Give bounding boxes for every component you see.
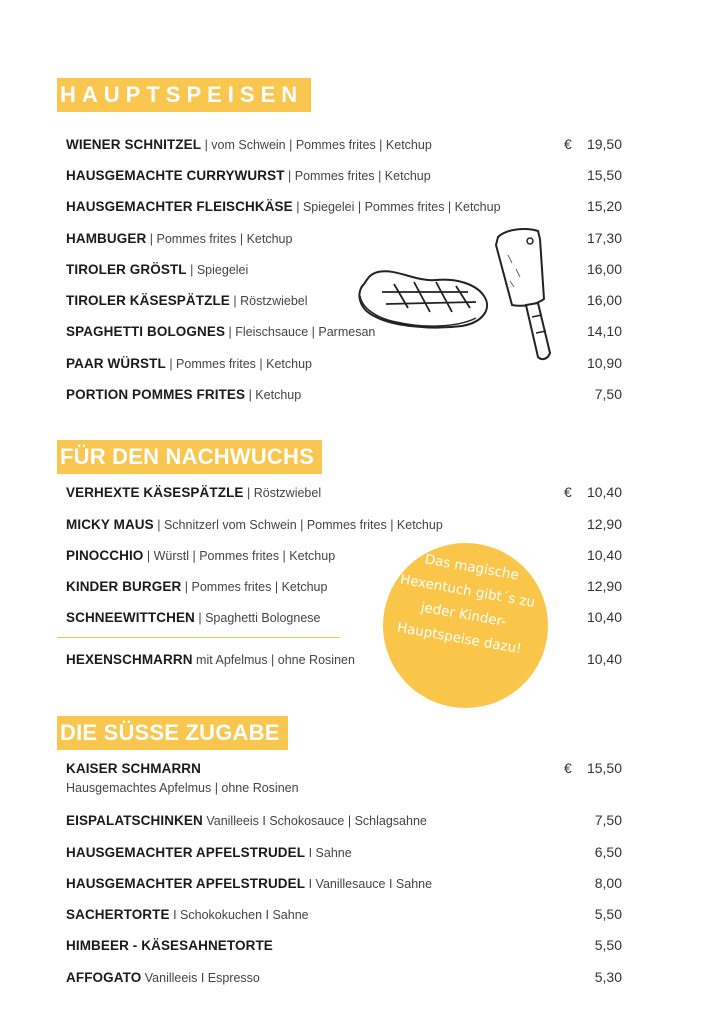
item-subline: Hausgemachtes Apfelmus | ohne Rosinen [66, 781, 299, 795]
divider [57, 637, 340, 638]
item-name: WIENER SCHNITZEL [66, 137, 202, 152]
item-desc: | Pommes frites | Ketchup [284, 169, 431, 183]
item-price: 17,30 [586, 230, 622, 246]
menu-item [66, 386, 622, 406]
menu-item [66, 969, 622, 989]
menu-item [66, 844, 622, 864]
item-name: HAUSGEMACHTE CURRYWURST [66, 168, 285, 183]
item-name: HAUSGEMACHTER APFELSTRUDEL [66, 845, 306, 860]
menu-item [66, 906, 622, 926]
menu-item [66, 760, 622, 780]
item-price: 12,90 [586, 516, 622, 532]
item-name: KINDER BURGER [66, 579, 182, 594]
item-price: 16,00 [586, 292, 622, 308]
item-desc: I Schokokuchen I Sahne [169, 908, 309, 922]
item-price: 15,20 [586, 198, 622, 214]
item-name: EISPALATSCHINKEN [66, 813, 203, 828]
item-price: 10,90 [586, 355, 622, 371]
item-desc: I Sahne [305, 846, 352, 860]
item-price: 6,50 [594, 844, 622, 860]
item-name: SACHERTORTE [66, 907, 170, 922]
item-desc: | Pommes frites | Ketchup [181, 580, 328, 594]
item-desc: | Pommes frites | Ketchup [165, 357, 312, 371]
item-desc: | Ketchup [245, 388, 302, 402]
item-price: 7,50 [594, 386, 622, 402]
menu-item [66, 484, 622, 504]
steak-icon [352, 262, 492, 334]
item-name: MICKY MAUS [66, 517, 154, 532]
item-desc: | Spiegelei [186, 263, 249, 277]
item-desc: Vanilleeis I Espresso [141, 971, 260, 985]
menu-item [66, 875, 622, 895]
menu-item [66, 516, 622, 536]
item-desc: | Spaghetti Bolognese [194, 611, 321, 625]
currency-symbol: € [564, 136, 572, 152]
item-price: 15,50 [586, 167, 622, 183]
item-price: 10,40 [586, 651, 622, 667]
item-price: 12,90 [586, 578, 622, 594]
menu-item [66, 812, 622, 832]
item-name: HAMBUGER [66, 231, 147, 246]
item-price: 10,40 [586, 547, 622, 563]
item-name: HAUSGEMACHTER FLEISCHKÄSE [66, 199, 293, 214]
currency-symbol: € [564, 484, 572, 500]
item-name: HEXENSCHMARRN [66, 652, 193, 667]
item-price: 5,30 [594, 969, 622, 985]
item-price: 15,50 [586, 760, 622, 776]
item-price: 14,10 [586, 323, 622, 339]
item-name: KAISER SCHMARRN [66, 761, 202, 776]
item-price: 19,50 [586, 136, 622, 152]
section-title-main: HAUPTSPEISEN [57, 78, 311, 112]
item-name: VERHEXTE KÄSESPÄTZLE [66, 485, 244, 500]
item-desc: | vom Schwein | Pommes frites | Ketchup [201, 138, 432, 152]
item-desc: | Pommes frites | Ketchup [146, 232, 293, 246]
menu-item [66, 198, 622, 218]
item-name: TIROLER KÄSESPÄTZLE [66, 293, 230, 308]
item-name: PINOCCHIO [66, 548, 144, 563]
section-title-kids: FÜR DEN NACHWUCHS [57, 440, 322, 474]
item-name: SCHNEEWITTCHEN [66, 610, 195, 625]
menu-item [66, 937, 622, 957]
item-name: HIMBEER - KÄSESAHNETORTE [66, 938, 273, 953]
item-desc: | Röstzwiebel [229, 294, 308, 308]
item-price: 16,00 [586, 261, 622, 277]
menu-item [66, 167, 622, 187]
item-desc: mit Apfelmus | ohne Rosinen [192, 653, 355, 667]
item-name: PORTION POMMES FRITES [66, 387, 246, 402]
item-desc: Vanilleeis I Schokosauce | Schlagsahne [202, 814, 427, 828]
item-desc: | Schnitzerl vom Schwein | Pommes frites | Ketchup [153, 518, 443, 532]
menu-item [66, 547, 622, 567]
item-price: 5,50 [594, 937, 622, 953]
item-price: 10,40 [586, 484, 622, 500]
currency-symbol: € [564, 760, 572, 776]
item-price: 10,40 [586, 609, 622, 625]
item-name: PAAR WÜRSTL [66, 356, 166, 371]
item-price: 5,50 [594, 906, 622, 922]
menu-item [66, 136, 622, 156]
item-name: HAUSGEMACHTER APFELSTRUDEL [66, 876, 306, 891]
item-name: TIROLER GRÖSTL [66, 262, 187, 277]
item-price: 8,00 [594, 875, 622, 891]
item-name: SPAGHETTI BOLOGNES [66, 324, 226, 339]
section-title-dessert: DIE SÜSSE ZUGABE [57, 716, 288, 750]
promo-text: Das magische Hexentuch gibt´s zu jeder Kinder-Hauptspeise dazu! [395, 551, 537, 658]
item-desc: I Vanillesauce I Sahne [305, 877, 433, 891]
item-desc: | Fleischsauce | Parmesan [225, 325, 376, 339]
item-desc: | Würstl | Pommes frites | Ketchup [143, 549, 336, 563]
item-name: AFFOGATO [66, 970, 142, 985]
item-price: 7,50 [594, 812, 622, 828]
item-desc: | Spiegelei | Pommes frites | Ketchup [292, 200, 501, 214]
item-desc: | Röstzwiebel [243, 486, 322, 500]
cleaver-icon [490, 225, 562, 365]
